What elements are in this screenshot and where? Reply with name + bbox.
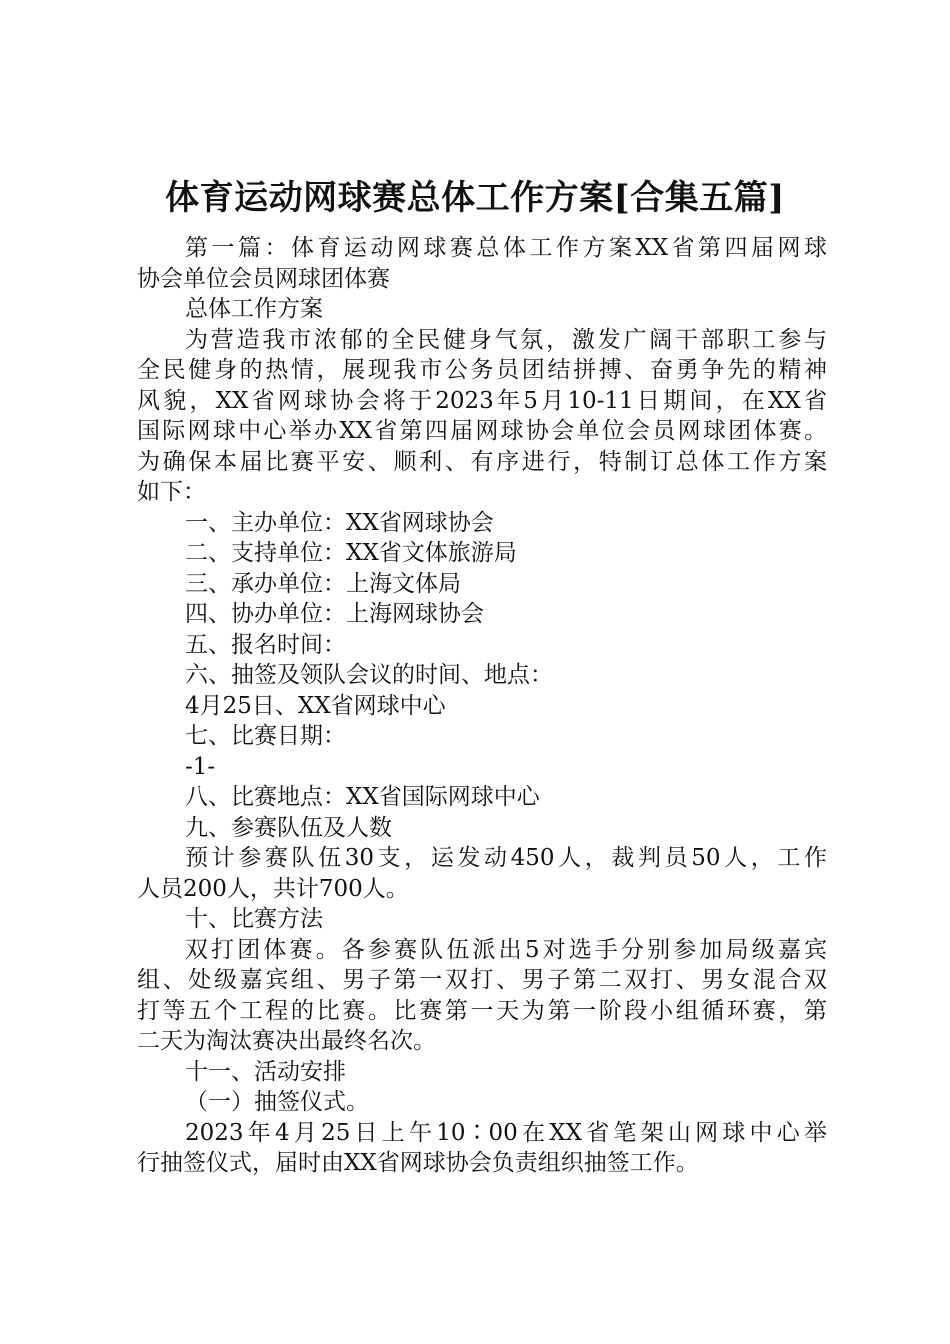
list-item: 五、报名时间： bbox=[185, 631, 346, 658]
paragraph-line: 双打团体赛。各参赛队伍派出5对选手分别参加局级嘉宾 bbox=[185, 936, 827, 963]
paragraph-line: 国际网球中心举办XX省第四届网球协会单位会员网球团体赛。 bbox=[137, 418, 827, 444]
paragraph-line: 风貌，XX省网球协会将于2023年5月10-11日期间，在XX省 bbox=[137, 387, 827, 414]
paragraph-line: 为营造我市浓郁的全民健身气氛，激发广阔干部职工参与 bbox=[185, 326, 827, 353]
paragraph-line: 2023年4月25日上午10∶00在XX省笔架山网球中心举 bbox=[185, 1119, 827, 1146]
paragraph-line: 第一篇：体育运动网球赛总体工作方案XX省第四届网球 bbox=[185, 235, 827, 261]
list-item: 九、参赛队伍及人数 bbox=[185, 814, 392, 841]
list-item: 三、承办单位：上海文体局 bbox=[185, 570, 461, 597]
list-item: 八、比赛地点：XX省国际网球中心 bbox=[185, 784, 540, 810]
page-number: -1- bbox=[185, 753, 216, 780]
list-item: 二、支持单位：XX省文体旅游局 bbox=[185, 540, 517, 566]
paragraph-line: 行抽签仪式，届时由XX省网球协会负责组织抽签工作。 bbox=[137, 1150, 699, 1176]
sub-heading: （一）抽签仪式。 bbox=[185, 1089, 369, 1115]
paragraph-line: 全民健身的热情，展现我市公务员团结拼搏、奋勇争先的精神 bbox=[137, 357, 827, 383]
paragraph-line: 为确保本届比赛平安、顺利、有序进行，特制订总体工作方案 bbox=[137, 448, 827, 475]
document-body bbox=[137, 233, 827, 1179]
list-item: 七、比赛日期： bbox=[185, 723, 346, 749]
paragraph-line: 组、处级嘉宾组、男子第一双打、男子第二双打、男女混合双 bbox=[137, 967, 827, 993]
list-item: 六、抽签及领队会议的时间、地点： bbox=[185, 662, 553, 688]
list-item: 十一、活动安排 bbox=[185, 1058, 346, 1085]
paragraph-line: 4月25日、XX省网球中心 bbox=[185, 692, 446, 719]
paragraph-line: 协会单位会员网球团体赛 bbox=[137, 265, 390, 292]
list-item: 十、比赛方法 bbox=[185, 906, 323, 932]
paragraph-line: 二天为淘汰赛决出最终名次。 bbox=[137, 1028, 436, 1054]
paragraph-line: 人员200人，共计700人。 bbox=[137, 875, 409, 902]
list-item: 四、协办单位：上海网球协会 bbox=[185, 601, 484, 627]
paragraph-line: 如下： bbox=[137, 479, 206, 505]
paragraph-line: 打等五个工程的比赛。比赛第一天为第一阶段小组循环赛，第 bbox=[137, 997, 827, 1024]
section-heading: 总体工作方案 bbox=[185, 296, 323, 322]
list-item: 一、主办单位：XX省网球协会 bbox=[185, 509, 494, 536]
document-title: 体育运动网球赛总体工作方案[合集五篇] bbox=[165, 178, 785, 218]
paragraph-line: 预计参赛队伍30支，运发动450人，裁判员50人，工作 bbox=[185, 845, 827, 871]
